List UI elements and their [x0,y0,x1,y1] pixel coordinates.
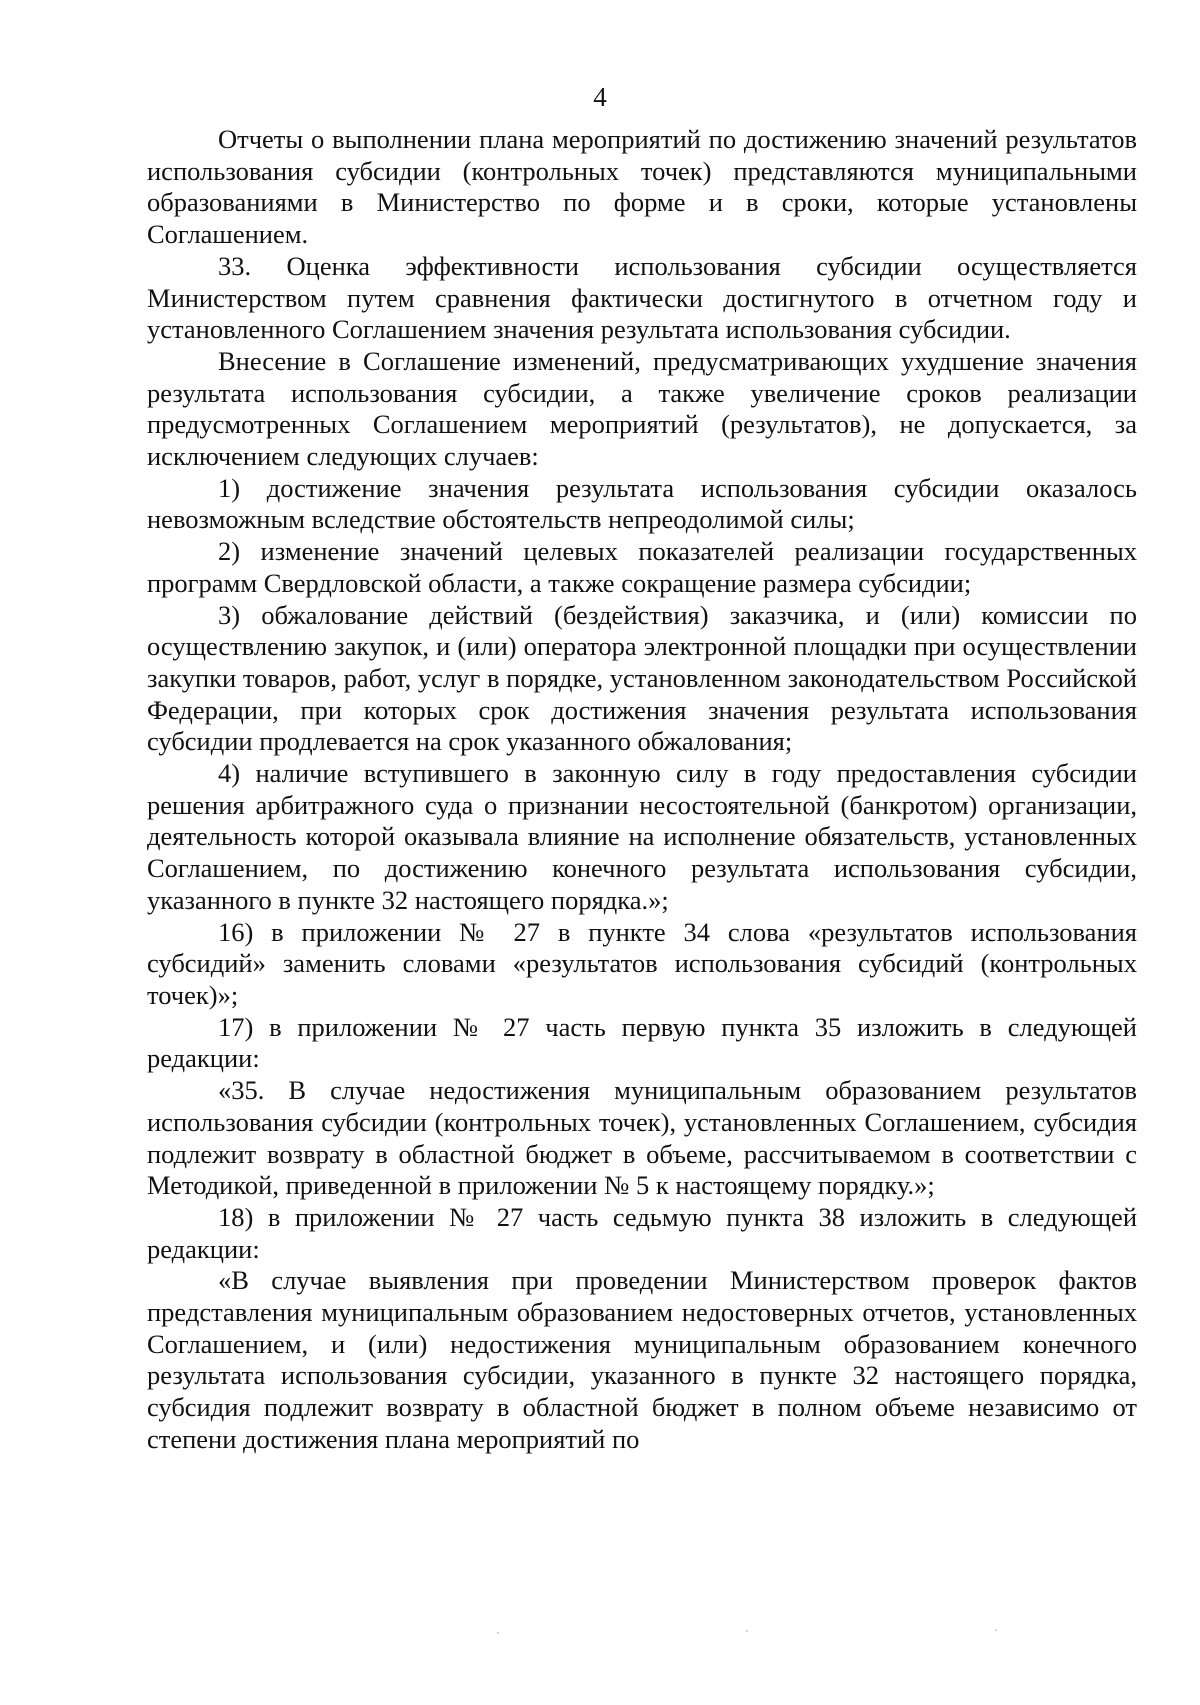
amendment-18: 18) в приложении № 27 часть седьмую пункта 38 изложить в следующей редакции: [147,1201,1137,1264]
list-item-3: 3) обжалование действий (бездействия) заказчика, и (или) комиссии по осуществлению закупок, и (или) оператора электронной площадки при осуществлении закупки товаров, работ, услуг в порядке, установленном законодательством Российской Федерации, при которых срок достижения значения результата использования субсидии продлевается на срок указанного обжалования; [147,599,1137,757]
scan-artifact [497,1632,499,1634]
list-item-2: 2) изменение значений целевых показателей реализации государственных программ Свердловской области, а также сокращение размера субсидии; [147,536,1137,598]
quoted-item-38: «В случае выявления при проведении Министерством проверок фактов представления муниципальным образованием недостоверных отчетов, установленных Соглашением, и (или) недостижения муниципальным образованием конечного результата использования субсидии, указанного в пункте 32 настоящего порядка, субсидия подлежит возврату в областной бюджет в полном объеме независимо от степени достижения плана мероприятий по [147,1265,1137,1454]
list-item-1: 1) достижение значения результата использования субсидии оказалось невозможным вследствие обстоятельств непреодолимой силы; [147,472,1137,535]
paragraph-amendments: Внесение в Соглашение изменений, предусматривающих ухудшение значения результата использования субсидии, а также увеличение сроков реализации предусмотренных Соглашением мероприятий (результатов), не допускается, за исключением следующих случаев: [147,345,1137,472]
paragraph-reports: Отчеты о выполнении плана мероприятий по достижению значений результатов использования субсидии (контрольных точек) представляются муниципальными образованиями в Министерство по форме и в сроки, которые установлены Соглашением. [147,124,1137,250]
paragraph-item-33: 33. Оценка эффективности использования субсидии осуществляется Министерством путем сравнения фактически достигнутого в отчетном году и установленного Соглашением значения результата использования субсидии. [147,250,1137,345]
amendment-16: 16) в приложении № 27 в пункте 34 слова «результатов использования субсидий» заменить словами «результатов использования субсидий (контрольных точек)»; [147,916,1137,1010]
amendment-17: 17) в приложении № 27 часть первую пункта 35 изложить в следующей редакции: [147,1011,1137,1074]
document-body [147,124,1137,1456]
scan-artifact [995,1629,997,1631]
quoted-item-35: «35. В случае недостижения муниципальным образованием результатов использования субсидии (контрольных точек), установленных Соглашением, субсидия подлежит возврату в областной бюджет в объеме, рассчитываемом в соответствии с Методикой, приведенной в приложении № 5 к настоящему порядку.»; [147,1075,1137,1201]
list-item-4: 4) наличие вступившего в законную силу в году предоставления субсидии решения арбитражного суда о признании несостоятельной (банкротом) организации, деятельность которой оказывала влияние на исполнение обязательств, установленных Соглашением, по достижению конечного результата использования субсидии, указанного в пункте 32 настоящего порядка.»; [147,758,1137,915]
page-number: 4 [593,82,607,112]
scan-artifact [746,1630,748,1632]
